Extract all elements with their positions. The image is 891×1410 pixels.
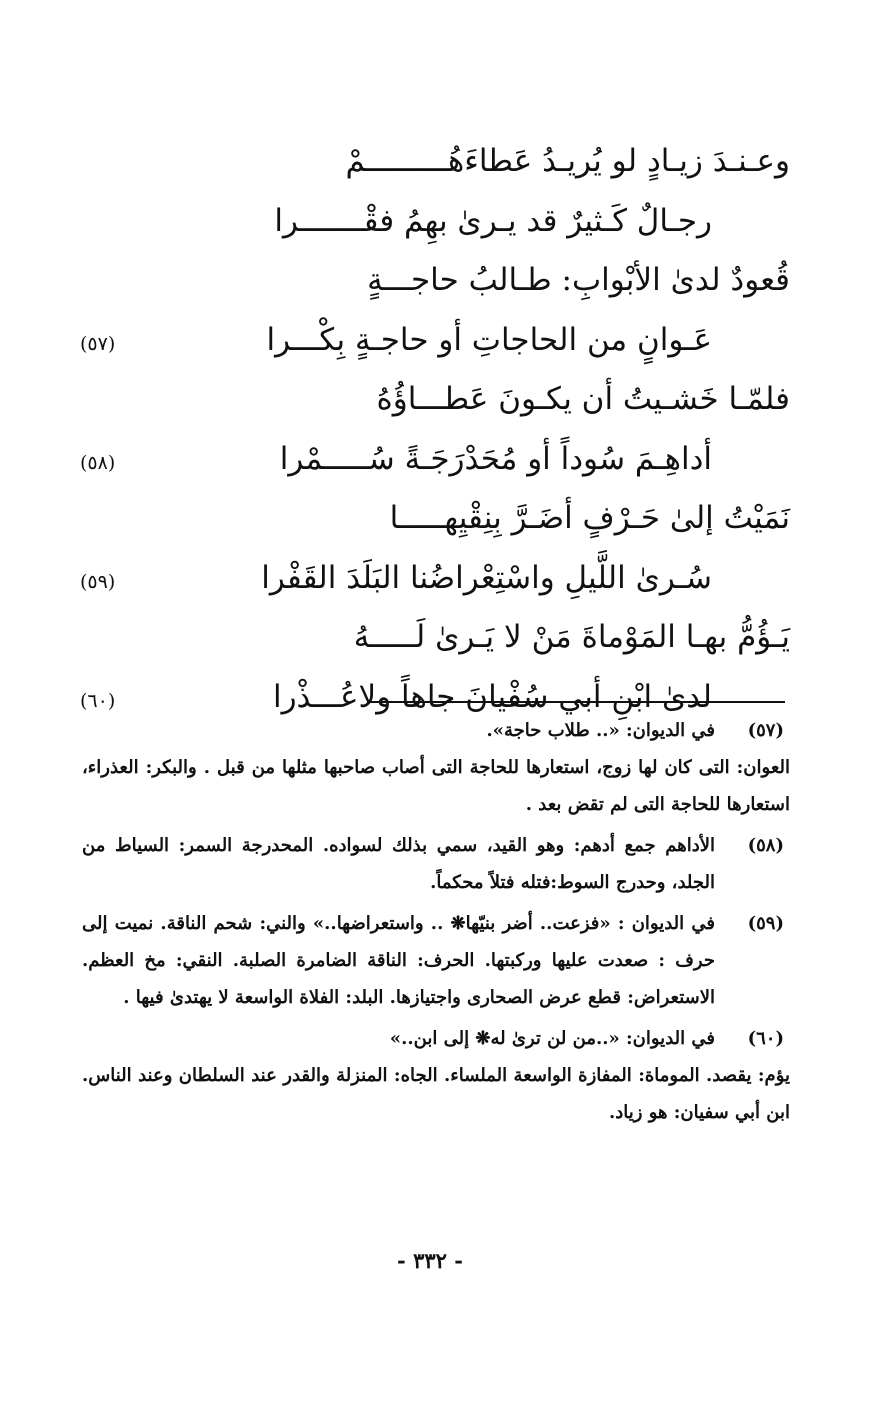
footnote-line: في الديوان : «فزعت.. أضر بنيّها❋ .. واستعراضها..» والني: شحم الناقة. نميت إلى حرف : صعدت عليها وركبتها. الحرف: الناقة الضامرة الصلبة. النقي: مخ العظم. الاستعراض: قطع عرض الصحارى واجتيازها. البلد: الفلاة الواسعة لا يهتدىٰ فيها . <box>82 913 715 1008</box>
verse-3-first <box>80 370 802 430</box>
hemistich: يَـؤُمُّ بهـا المَوْماةَ مَنْ لا يَـرىٰ لَـــــهُ <box>353 619 790 655</box>
hemistich: أداهِـمَ سُوداً أو مُحَدْرَجَـةً سُـــــمْرا <box>279 440 712 477</box>
page-number: - ٣٣٢ - <box>397 1248 463 1273</box>
verse-4-first <box>80 489 802 549</box>
verse-3-second <box>80 430 802 490</box>
hemistich: لدىٰ ابْنِ أبي سُفْيانَ جاهاً ولاعُـــذْرا <box>272 678 712 715</box>
footnote-divider <box>370 701 785 703</box>
verse-2-second <box>80 311 802 371</box>
footnote-ref: (٥٧) <box>80 332 116 355</box>
footnote-57 <box>82 712 790 823</box>
poem-block <box>80 132 802 727</box>
hemistich: وعـنـدَ زيـادٍ لو يُريـدُ عَطاءَهُـــــــــمْ <box>345 143 790 179</box>
footnote-ref: (٥٩) <box>80 570 116 593</box>
verse-5-first <box>80 608 802 668</box>
hemistich: رجـالٌ كَـثيرٌ قد يـرىٰ بهِمُ فقْـــــــرا <box>274 202 712 239</box>
footnote-58 <box>82 827 790 901</box>
footnote-line: في الديوان: «..من لن ترىٰ له❋ إلى ابن..» <box>389 1028 715 1049</box>
footnote-ref: (٥٨) <box>80 451 116 474</box>
hemistich: قُعودٌ لدىٰ الأبْوابِ: طـالبُ حاجـــةٍ <box>367 262 790 298</box>
verse-4-second <box>80 549 802 609</box>
verse-2-first <box>80 251 802 311</box>
hemistich: نَمَيْتُ إلىٰ حَـرْفٍ أضَـرَّ بِنِقْيِهـــــا <box>389 500 790 536</box>
footnote-number: (٥٨) <box>747 835 784 856</box>
footnotes <box>82 712 790 1135</box>
footnote-line: العوان: التى كان لها زوج، استعارها للحاجة التى أصاب صاحبها مثلها من قبل . والبكر: العذراء، استعارها للحاجة التى لم تقض بعد . <box>82 757 790 815</box>
hemistich: فلمّـا خَشـيتُ أن يكـونَ عَطـــاؤُهُ <box>376 381 790 417</box>
footnote-59 <box>82 905 790 1016</box>
footnote-ref: (٦٠) <box>80 689 116 712</box>
footnote-60 <box>82 1020 790 1131</box>
footnote-line: يؤم: يقصد. الموماة: المفازة الواسعة الملساء. الجاه: المنزلة والقدر عند السلطان وعند الناس. ابن أبي سفيان: هو زياد. <box>82 1065 790 1123</box>
footnote-number: (٥٧) <box>747 720 784 741</box>
footnote-number: (٦٠) <box>747 1028 784 1049</box>
hemistich: سُـرىٰ اللَّيلِ واسْتِعْراضُنا البَلَدَ القَفْرا <box>261 559 712 596</box>
footnote-line: في الديوان: «.. طلاب حاجة». <box>486 720 715 741</box>
footnote-number: (٥٩) <box>747 913 784 934</box>
verse-1-second <box>80 192 802 252</box>
verse-1-first <box>80 132 802 192</box>
footnote-line: الأداهم جمع أدهم: وهو القيد، سمي بذلك لسواده. المحدرجة السمر: السياط من الجلد، وحدرج السوط:فتله فتلاً محكماً. <box>82 835 715 893</box>
hemistich: عَـوانٍ من الحاجاتِ أو حاجـةٍ بِكْـــرا <box>266 321 712 358</box>
